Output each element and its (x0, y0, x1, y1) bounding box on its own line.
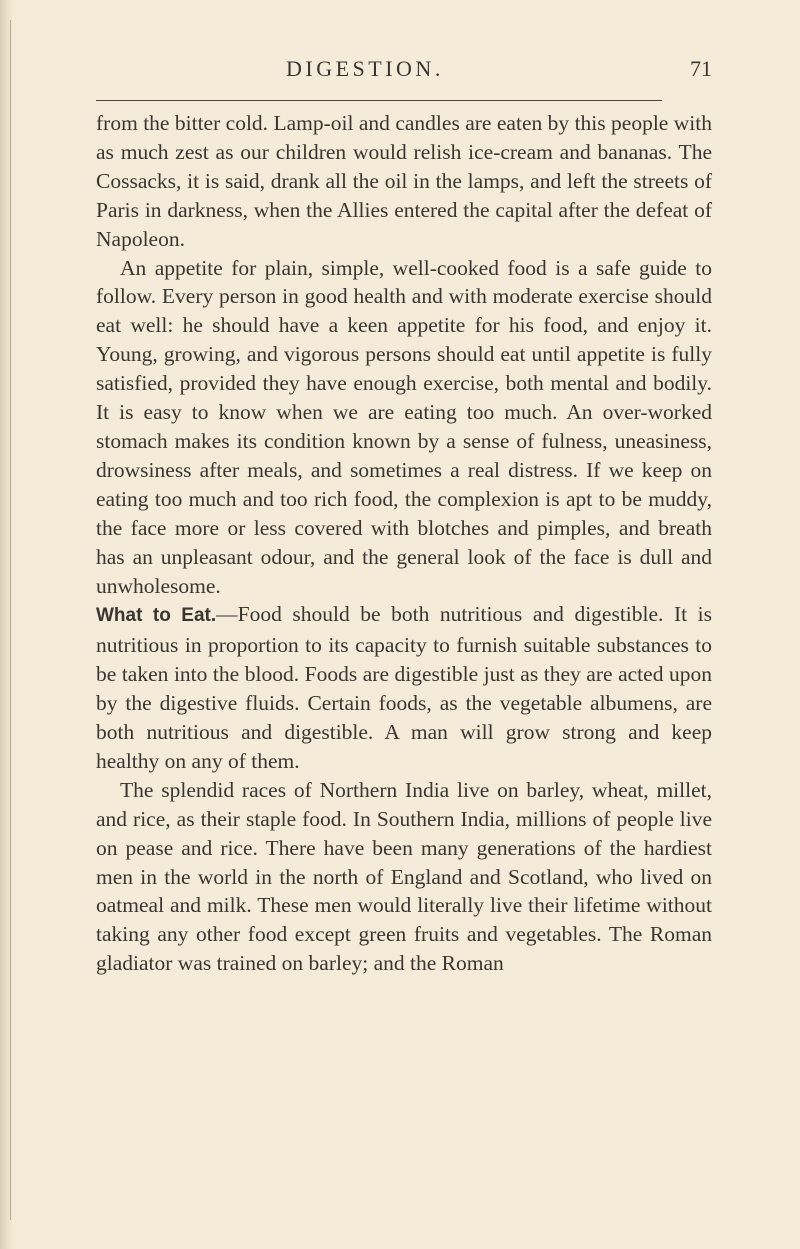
running-title: DIGESTION. (286, 56, 444, 81)
paragraph-staple-foods: The splendid races of Northern India live on barley, wheat, millet, and rice, as their staple food. In Southern India, millions of people live on pease and rice. There have been many generations of the hardiest men in the world in the north of England and Scotland, who lived on oatmeal and milk. These men would literally live their lifetime without taking any other food except green fruits and vegetables. The Roman gladiator was trained on barley; and the Roman (96, 777, 712, 976)
paragraph-continued: from the bitter cold. Lamp-oil and candles are eaten by this people with as much zest as our children would relish ice-cream and bananas. The Cossacks, it is said, drank all the oil in the lamps, and left the streets of Paris in darkness, when the Allies entered the capital after the defeat of Napoleon. (96, 111, 712, 251)
binding-shadow-line (10, 20, 11, 1220)
body-text (96, 109, 712, 978)
paragraph-what-to-eat-text: —Food should be both nutritious and digestible. It is nutritious in proportion to its capacity to furnish suitable substances to be taken into the blood. Foods are digestible just as they are acted upon by the digestive fluids. Certain foods, as the vegetable albumens, are both nutritious and digestible. A man will grow strong and keep healthy on any of them. (96, 602, 712, 773)
section-heading: What to Eat. (96, 605, 217, 627)
page-number: 71 (690, 56, 712, 81)
book-page (96, 0, 712, 976)
page-binding-edge (0, 0, 14, 1249)
paragraph-appetite: An appetite for plain, simple, well-cooked food is a safe guide to follow. Every person in good health and with moderate exercise should eat well: he should have a keen appetite for his food, and enjoy it. Young, growing, and vigorous persons should eat until appetite is fully satisfied, provided they have enough exercise, both mental and bodily. It is easy to know when we are eating too much. An over-worked stomach makes its condition known by a sense of fulness, uneasiness, drowsiness after meals, and sometimes a real distress. If we keep on eating too much and too rich food, the complexion is apt to be muddy, the face more or less covered with blotches and pimples, and breath has an unpleasant odour, and the general look of the face is dull and unwholesome. (96, 255, 712, 598)
header-rule (96, 100, 662, 101)
running-head (96, 0, 712, 86)
paragraph-what-to-eat (96, 600, 712, 775)
